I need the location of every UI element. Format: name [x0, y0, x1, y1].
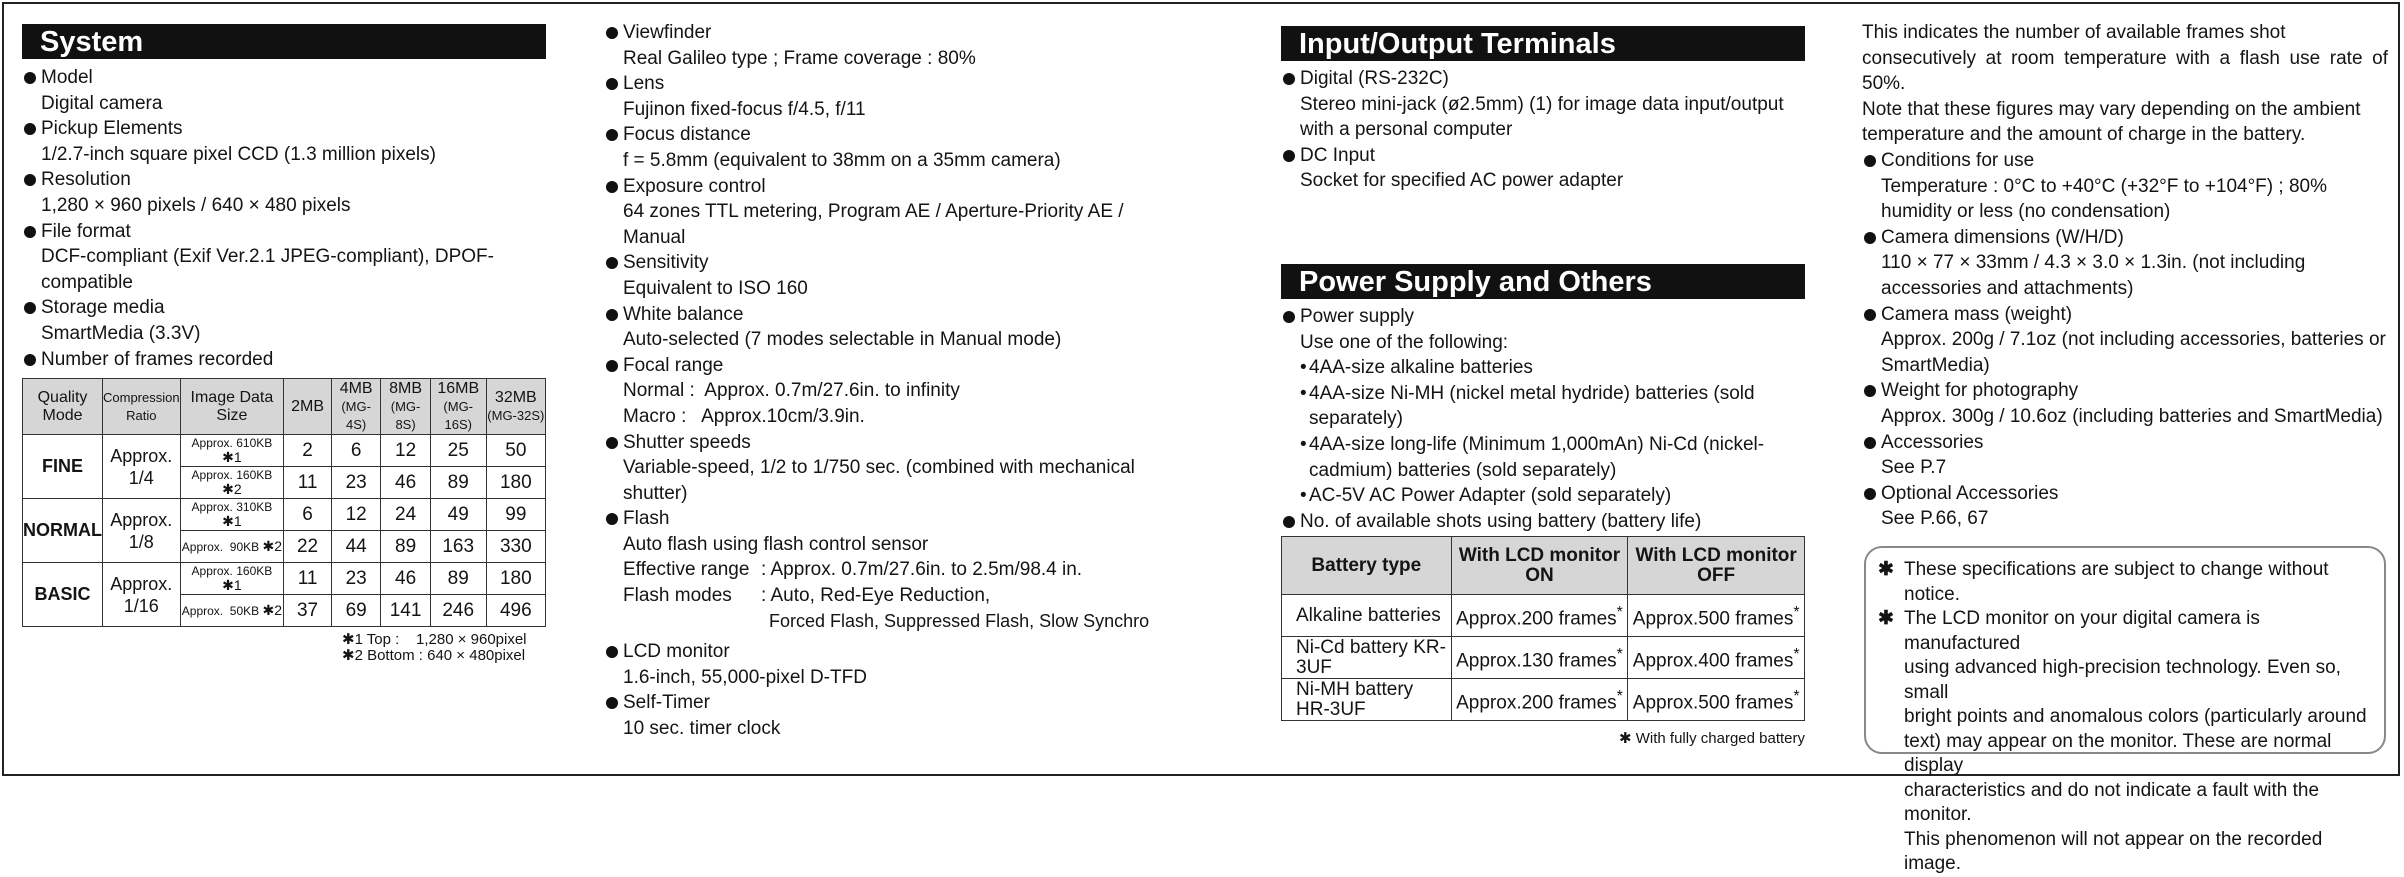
- spec-item-white-balance: [604, 302, 1164, 353]
- image-data-size: [180, 595, 284, 627]
- spec-title: Storage media: [22, 295, 546, 321]
- size-text: Approx. 160KB: [191, 564, 273, 579]
- spec-item-digital: [1281, 66, 1805, 143]
- note-star: ✱: [1878, 559, 1894, 580]
- flash-range-row: [604, 557, 1164, 583]
- frames-value: Approx.400 frames: [1632, 649, 1794, 671]
- spec-item-accessories: [1862, 430, 2388, 481]
- col-header: With LCD monitor OFF: [1628, 537, 1805, 595]
- frame-count: 46: [381, 563, 430, 595]
- spec-value: 1/2.7-inch square pixel CCD (1.3 million pixels): [41, 143, 436, 165]
- frames-value: Approx.200 frames: [1456, 607, 1617, 629]
- footnote-mark: *: [1616, 603, 1623, 621]
- frame-count: 89: [381, 531, 430, 563]
- quality-mode: BASIC: [23, 563, 103, 627]
- col-header: Image Data Size: [180, 379, 284, 435]
- col-header: Quality Mode: [23, 379, 103, 435]
- spec-title: Conditions for use: [1862, 148, 2388, 174]
- intro-line: Note that these figures may vary depending on the ambient: [1862, 98, 2361, 120]
- power-option-line: 4AA-size long-life (Minimum 1,000mAn) Ni-Cd (nickel-: [1309, 433, 1765, 455]
- col-header: [486, 379, 545, 435]
- note-line: This phenomenon will not appear on the recorded image.: [1904, 828, 2323, 874]
- spec-title: LCD monitor: [604, 639, 1164, 665]
- right-column: [1862, 20, 2388, 532]
- flash-modes-value-cont: Forced Flash, Suppressed Flash, Slow Synchro: [769, 610, 1150, 631]
- spec-item-mass: [1862, 302, 2388, 379]
- footnote-mark: *: [1616, 687, 1623, 705]
- table-row: [23, 563, 546, 595]
- spec-value: See P.7: [1881, 457, 1947, 479]
- spec-value: Real Galileo type ; Frame coverage : 80%: [623, 47, 976, 69]
- frames-value: Approx.500 frames: [1632, 691, 1794, 713]
- frame-count: 24: [381, 499, 430, 531]
- col-header-size: 4MB: [339, 379, 373, 397]
- battery-type: Ni-Cd battery KR-3UF: [1282, 637, 1452, 679]
- spec-title: Lens: [604, 71, 1164, 97]
- flash-modes-row: [604, 583, 1164, 609]
- spec-value: Variable-speed, 1/2 to 1/750 sec. (combined with mechanical: [623, 457, 1135, 479]
- battery-intro: [1862, 20, 2388, 148]
- table-row: [1282, 679, 1805, 721]
- col-header: [331, 379, 380, 435]
- spec-value: 10 sec. timer clock: [623, 718, 781, 740]
- col-header-size: 32MB: [494, 388, 537, 406]
- frame-count: 89: [430, 563, 486, 595]
- power-option-line: 4AA-size Ni-MH (nickel metal hydride) batteries (sold: [1309, 382, 1755, 404]
- spec-value: humidity or less (no condensation): [1881, 201, 2171, 223]
- frame-count: 46: [381, 467, 430, 499]
- spec-title: Focus distance: [604, 122, 1164, 148]
- spec-value: SmartMedia (3.3V): [41, 322, 201, 344]
- note-line: These specifications are subject to change without notice.: [1904, 559, 2329, 605]
- power-option: [1281, 381, 1805, 407]
- size-text: Approx. 160KB: [191, 468, 273, 483]
- frame-count: 37: [284, 595, 332, 627]
- image-data-size: [180, 563, 284, 595]
- spec-value: DCF-compliant (Exif Ver.2.1 JPEG-compliant), DPOF-: [41, 246, 494, 268]
- note-line: The LCD monitor on your digital camera is manufactured: [1904, 608, 2260, 654]
- spec-item-storage-media: [22, 295, 546, 346]
- frames-lcd-on: [1451, 637, 1628, 679]
- spec-item-lens: [604, 71, 1164, 122]
- spec-item-pickup-elements: [22, 116, 546, 167]
- frames-lcd-off: [1628, 679, 1805, 721]
- col-header-size: 8MB: [389, 379, 423, 397]
- spec-value: shutter): [623, 482, 688, 504]
- note-line: text) may appear on the monitor. These are normal display: [1904, 730, 2332, 776]
- spec-title: White balance: [604, 302, 1164, 328]
- frame-count: 69: [331, 595, 380, 627]
- frames-value: Approx.200 frames: [1456, 691, 1617, 713]
- size-text: Approx. 90KB: [181, 540, 260, 555]
- frame-count: 6: [284, 499, 332, 531]
- battery-type: Alkaline batteries: [1282, 595, 1452, 637]
- spec-item-exposure-control: [604, 174, 1164, 251]
- battery-table: [1281, 536, 1805, 721]
- system-continued-column: [604, 20, 1164, 742]
- spec-item-available-shots: [1281, 509, 1805, 535]
- frames-lcd-on: [1451, 595, 1628, 637]
- note-item: [1878, 558, 2370, 607]
- spec-value: with a personal computer: [1300, 119, 1513, 141]
- size-text: Approx. 310KB: [191, 500, 273, 515]
- col-header: [430, 379, 486, 435]
- frames-lcd-off: [1628, 595, 1805, 637]
- spec-value: accessories and attachments): [1881, 277, 2134, 299]
- frame-count: 11: [284, 563, 332, 595]
- frame-count: 330: [486, 531, 545, 563]
- frame-count: 89: [430, 467, 486, 499]
- notes-box: [1864, 546, 2386, 874]
- spec-item-dimensions: [1862, 225, 2388, 302]
- spec-value: Digital camera: [41, 92, 163, 114]
- frame-count: 49: [430, 499, 486, 531]
- col-header: [381, 379, 430, 435]
- io-spec-list: [1281, 66, 1805, 194]
- spec-item-resolution: [22, 167, 546, 218]
- system-heading: System: [22, 24, 546, 59]
- frames-value: Approx.500 frames: [1632, 607, 1794, 629]
- frame-count: 180: [486, 563, 545, 595]
- spec-title: Power supply: [1281, 304, 1805, 330]
- spec-value: Use one of the following:: [1300, 331, 1509, 353]
- image-data-size: [180, 435, 284, 467]
- frames-lcd-on: [1451, 679, 1628, 721]
- spec-title: Sensitivity: [604, 250, 1164, 276]
- spec-item-flash: [604, 506, 1164, 634]
- footnote-mark: *: [1793, 645, 1800, 663]
- frames-footnotes: [22, 627, 546, 667]
- spec-value: 110 × 77 × 33mm / 4.3 × 3.0 × 1.3in. (not including: [1881, 252, 2306, 274]
- spec-item-model: [22, 65, 546, 116]
- flash-range-label: Effective range: [623, 559, 750, 581]
- spec-title: Model: [22, 65, 546, 91]
- power-option: [1281, 355, 1805, 381]
- spec-value: SmartMedia): [1881, 354, 1990, 376]
- system-column: [22, 24, 546, 667]
- footnote-mark: ✱2: [262, 602, 283, 619]
- battery-footnote: ✱ With fully charged battery: [1619, 730, 1805, 748]
- footnote-mark: *: [1793, 603, 1800, 621]
- frames-value: Approx.130 frames: [1456, 649, 1617, 671]
- spec-item-shutter-speeds: [604, 430, 1164, 507]
- col-header: Compression Ratio: [103, 379, 181, 435]
- spec-value: Manual: [623, 226, 686, 248]
- frame-count: 23: [331, 563, 380, 595]
- spec-value: Approx. 300g / 10.6oz (including batteries and SmartMedia): [1881, 405, 2383, 427]
- spec-item-conditions: [1862, 148, 2388, 225]
- frame-count: 25: [430, 435, 486, 467]
- frames-table-header: [23, 379, 546, 435]
- spec-title: No. of available shots using battery (battery life): [1281, 509, 1805, 535]
- spec-title: File format: [22, 219, 546, 245]
- frame-count: 180: [486, 467, 545, 499]
- spec-item-focal-range: [604, 353, 1164, 430]
- spec-item-viewfinder: [604, 20, 1164, 71]
- spec-title: Resolution: [22, 167, 546, 193]
- compression-ratio: Approx. 1/16: [103, 563, 181, 627]
- flash-modes-value: : Auto, Red-Eye Reduction,: [761, 585, 991, 607]
- frame-count: 2: [284, 435, 332, 467]
- intro-line: consecutively at room temperature with a flash use rate of 50%.: [1862, 47, 2388, 95]
- note-star: ✱: [1878, 608, 1894, 629]
- power-option-line: cadmium) batteries (sold separately): [1309, 459, 1617, 481]
- spec-value: 1.6-inch, 55,000-pixel D-TFD: [623, 666, 867, 688]
- frames-lcd-off: [1628, 637, 1805, 679]
- note-line: bright points and anomalous colors (particularly around: [1904, 706, 2367, 727]
- col-header-size: 16MB: [437, 379, 480, 397]
- image-data-size: [180, 531, 284, 563]
- intro-line: temperature and the amount of charge in the battery.: [1862, 124, 2306, 146]
- spec-title: Focal range: [604, 353, 1164, 379]
- frame-count: 141: [381, 595, 430, 627]
- frame-count: 6: [331, 435, 380, 467]
- col-header-card: (MG-16S): [443, 398, 474, 432]
- spec-title: Flash: [604, 506, 1164, 532]
- flash-modes-label: Flash modes: [623, 585, 732, 607]
- spec-title: Digital (RS-232C): [1281, 66, 1805, 92]
- table-row: [1282, 637, 1805, 679]
- frame-count: 246: [430, 595, 486, 627]
- battery-table-header: [1282, 537, 1805, 595]
- col-header-card: (MG-32S): [487, 407, 545, 423]
- frame-count: 12: [381, 435, 430, 467]
- footnote-mark: ✱1: [222, 513, 242, 530]
- spec-item-self-timer: [604, 690, 1164, 741]
- frame-count: 99: [486, 499, 545, 531]
- spec-value: Auto flash using flash control sensor: [623, 533, 929, 555]
- spec-value: Equivalent to ISO 160: [623, 277, 808, 299]
- col-header: With LCD monitor ON: [1451, 537, 1628, 595]
- spec-value: Auto-selected (7 modes selectable in Manual mode): [623, 329, 1062, 351]
- power-option-line: 4AA-size alkaline batteries: [1309, 357, 1533, 379]
- spec-item-optional-accessories: [1862, 481, 2388, 532]
- table-row: [23, 435, 546, 467]
- power-option: [1281, 432, 1805, 458]
- spec-title: Camera dimensions (W/H/D): [1862, 225, 2388, 251]
- note-line: characteristics and do not indicate a fault with the monitor.: [1904, 779, 2320, 825]
- footnote-2: ✱2 Bottom : 640 × 480pixel: [342, 647, 526, 665]
- spec-title: Weight for photography: [1862, 378, 2388, 404]
- col-header-card: (MG-4S): [341, 398, 371, 432]
- spec-title: Accessories: [1862, 430, 2388, 456]
- footnote-1: ✱1 Top : 1,280 × 960pixel: [342, 631, 527, 649]
- spec-value: 64 zones TTL metering, Program AE / Aperture-Priority AE /: [623, 201, 1124, 223]
- spec-item-lcd-monitor: [604, 639, 1164, 690]
- note-item: [1878, 607, 2370, 877]
- footnote-mark: *: [1616, 645, 1623, 663]
- power-option-line: AC-5V AC Power Adapter (sold separately): [1309, 485, 1672, 507]
- system-spec-list: [22, 65, 546, 372]
- spec-item-focus-distance: [604, 122, 1164, 173]
- footnote-mark: *: [1793, 687, 1800, 705]
- frame-count: 23: [331, 467, 380, 499]
- spec-value: Normal : Approx. 0.7m/27.6in. to infinity: [623, 380, 960, 402]
- spec-title: Viewfinder: [604, 20, 1164, 46]
- col-header: 2MB: [284, 379, 332, 435]
- spec-item-weight-photography: [1862, 378, 2388, 429]
- spec-value: Fujinon fixed-focus f/4.5, f/11: [623, 98, 866, 120]
- frame-count: 11: [284, 467, 332, 499]
- frames-table: [22, 378, 546, 627]
- col-header-card: (MG-8S): [390, 398, 421, 432]
- frame-count: 12: [331, 499, 380, 531]
- frame-count: 22: [284, 531, 332, 563]
- compression-ratio: Approx. 1/8: [103, 499, 181, 563]
- frame-count: 163: [430, 531, 486, 563]
- spec-title: Camera mass (weight): [1862, 302, 2388, 328]
- spec-value: Socket for specified AC power adapter: [1300, 170, 1624, 192]
- io-power-column: [1281, 26, 1805, 747]
- power-heading: Power Supply and Others: [1281, 264, 1805, 299]
- io-heading: Input/Output Terminals: [1281, 26, 1805, 61]
- footnote-mark: ✱1: [222, 577, 242, 594]
- image-data-size: [180, 499, 284, 531]
- spec-title: Pickup Elements: [22, 116, 546, 142]
- footnote-mark: ✱2: [262, 538, 283, 555]
- table-row: [23, 499, 546, 531]
- spec-item-sensitivity: [604, 250, 1164, 301]
- frame-count: 496: [486, 595, 545, 627]
- spec-title: Optional Accessories: [1862, 481, 2388, 507]
- spec-title: DC Input: [1281, 143, 1805, 169]
- table-row: [1282, 595, 1805, 637]
- intro-line: This indicates the number of available frames shot: [1862, 22, 2286, 43]
- spec-value: Approx. 200g / 7.1oz (not including accessories, batteries or: [1881, 329, 2386, 351]
- spec-value: Temperature : 0°C to +40°C (+32°F to +104°F) ; 80%: [1881, 175, 2327, 197]
- image-data-size: [180, 467, 284, 499]
- spec-value: f = 5.8mm (equivalent to 38mm on a 35mm camera): [623, 149, 1061, 171]
- power-option-line: separately): [1309, 408, 1403, 430]
- spec-title: Exposure control: [604, 174, 1164, 200]
- footnote-mark: ✱1: [222, 449, 242, 466]
- footnote-mark: ✱2: [222, 481, 242, 498]
- battery-type: Ni-MH battery HR-3UF: [1282, 679, 1452, 721]
- spec-title: Number of frames recorded: [22, 347, 546, 373]
- spec-item-file-format: [22, 219, 546, 296]
- compression-ratio: Approx. 1/4: [103, 435, 181, 499]
- spec-item-dc-input: [1281, 143, 1805, 194]
- frame-count: 50: [486, 435, 545, 467]
- spec-title: Shutter speeds: [604, 430, 1164, 456]
- spec-value: Macro : Approx.10cm/3.9in.: [623, 405, 865, 427]
- flash-range-value: : Approx. 0.7m/27.6in. to 2.5m/98.4 in.: [761, 559, 1083, 581]
- size-text: Approx. 610KB: [191, 436, 273, 451]
- power-option: [1281, 483, 1805, 509]
- spec-value: See P.66, 67: [1881, 508, 1989, 530]
- spec-value: Stereo mini-jack (ø2.5mm) (1) for image data input/output: [1300, 93, 1784, 115]
- spec-value: compatible: [41, 271, 133, 293]
- size-text: Approx. 50KB: [181, 604, 260, 619]
- spec-item-frames-recorded: [22, 347, 546, 373]
- col-header: Battery type: [1282, 537, 1452, 595]
- quality-mode: FINE: [23, 435, 103, 499]
- spec-item-power-supply: [1281, 304, 1805, 509]
- frame-count: 44: [331, 531, 380, 563]
- quality-mode: NORMAL: [23, 499, 103, 563]
- spec-value: 1,280 × 960 pixels / 640 × 480 pixels: [41, 194, 351, 216]
- note-line: using advanced high-precision technology. Even so, small: [1904, 657, 2341, 703]
- spec-title: Self-Timer: [604, 690, 1164, 716]
